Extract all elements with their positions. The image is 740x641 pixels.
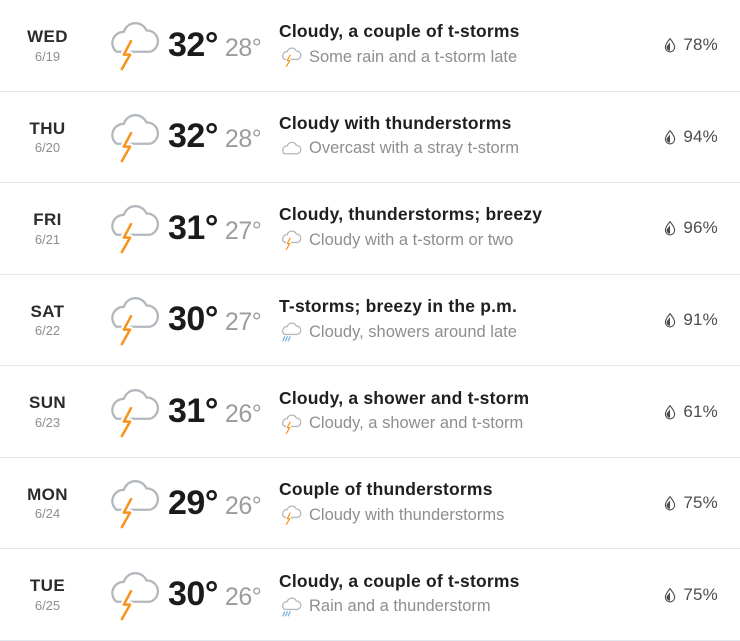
forecast-row[interactable] xyxy=(0,549,740,641)
forecast-detail-text: Cloudy with thunderstorms xyxy=(309,505,505,524)
t-storm-icon xyxy=(103,384,161,440)
precip-percentage: 96% xyxy=(683,218,718,238)
date-label: 6/25 xyxy=(34,597,61,613)
date-label: 6/22 xyxy=(34,323,61,339)
precip-percentage: 91% xyxy=(683,309,718,329)
forecast-detail-text: Cloudy, showers around late xyxy=(309,322,517,341)
day-column xyxy=(0,119,95,156)
high-temp: 29° xyxy=(168,483,218,522)
forecast-headline: Cloudy with thunderstorms xyxy=(279,112,512,133)
forecast-detail-text: Cloudy, a shower and t-storm xyxy=(309,414,524,433)
date-label: 6/20 xyxy=(34,140,61,156)
high-temp: 30° xyxy=(168,575,218,614)
raindrop-icon xyxy=(662,495,678,511)
icon-column xyxy=(95,567,168,623)
day-label: SAT xyxy=(30,301,65,321)
low-temp: 27° xyxy=(224,308,262,337)
low-temp: 26° xyxy=(224,491,262,520)
low-temp: 27° xyxy=(224,216,262,245)
forecast-row[interactable] xyxy=(0,458,740,550)
precip-percentage: 61% xyxy=(683,401,718,421)
icon-column xyxy=(95,292,168,348)
day-column xyxy=(0,393,95,430)
forecast-headline: T-storms; breezy in the p.m. xyxy=(279,295,518,316)
precip-percentage: 75% xyxy=(683,493,718,513)
day-label: TUE xyxy=(29,576,66,596)
forecast-row[interactable] xyxy=(0,0,740,92)
precipitation xyxy=(662,493,740,513)
icon-column xyxy=(95,17,168,73)
t-storm-icon xyxy=(103,200,161,256)
date-label: 6/21 xyxy=(34,231,61,247)
temps xyxy=(168,575,272,614)
t-storm-icon xyxy=(279,229,302,252)
t-storm-icon xyxy=(279,504,302,527)
temps xyxy=(168,26,272,65)
low-temp: 28° xyxy=(224,33,262,62)
description-column xyxy=(272,479,662,527)
day-label: FRI xyxy=(33,210,62,230)
date-label: 6/24 xyxy=(34,506,61,522)
day-column xyxy=(0,485,95,522)
high-temp: 31° xyxy=(168,392,218,431)
description-column xyxy=(272,204,662,252)
description-column xyxy=(272,113,662,161)
forecast-row[interactable] xyxy=(0,275,740,367)
temps xyxy=(168,209,272,248)
forecast-detail-text: Some rain and a t-storm late xyxy=(309,47,518,66)
forecast-row[interactable] xyxy=(0,183,740,275)
raindrop-icon xyxy=(662,404,678,420)
precip-percentage: 78% xyxy=(683,35,718,55)
forecast-detail xyxy=(279,321,662,344)
day-label: MON xyxy=(27,484,68,504)
precipitation xyxy=(662,585,740,605)
low-temp: 28° xyxy=(224,125,262,154)
date-label: 6/19 xyxy=(34,48,61,64)
day-column xyxy=(0,27,95,64)
precipitation xyxy=(662,218,740,238)
description-column xyxy=(272,571,662,619)
t-storm-icon xyxy=(103,475,161,531)
forecast-headline: Couple of thunderstorms xyxy=(279,479,493,500)
precip-percentage: 75% xyxy=(683,584,718,604)
temps xyxy=(168,484,272,523)
temps xyxy=(168,117,272,156)
precipitation xyxy=(662,310,740,330)
t-storm-icon xyxy=(103,292,161,348)
icon-column xyxy=(95,200,168,256)
rain-icon xyxy=(279,596,302,619)
description-column xyxy=(272,388,662,436)
day-column xyxy=(0,576,95,613)
precip-percentage: 94% xyxy=(683,126,718,146)
icon-column xyxy=(95,475,168,531)
t-storm-icon xyxy=(103,109,161,165)
description-column xyxy=(272,21,662,69)
precipitation xyxy=(662,402,740,422)
forecast-detail xyxy=(279,229,662,252)
raindrop-icon xyxy=(662,37,678,53)
high-temp: 31° xyxy=(168,208,218,247)
temps xyxy=(168,300,272,339)
day-label: SUN xyxy=(28,393,67,413)
temps xyxy=(168,392,272,431)
forecast-detail-text: Cloudy with a t-storm or two xyxy=(309,231,514,249)
forecast-detail xyxy=(279,46,662,69)
t-storm-icon xyxy=(279,46,302,69)
forecast-detail xyxy=(279,138,662,161)
forecast-detail-text: Overcast with a stray t-storm xyxy=(309,139,519,158)
day-label: WED xyxy=(27,27,68,46)
raindrop-icon xyxy=(662,312,678,328)
day-label: THU xyxy=(29,118,66,138)
forecast-row[interactable] xyxy=(0,92,740,184)
precipitation xyxy=(662,35,740,55)
day-column xyxy=(0,210,95,247)
low-temp: 26° xyxy=(224,583,262,612)
forecast-detail-text: Rain and a thunderstorm xyxy=(309,597,491,616)
icon-column xyxy=(95,109,168,165)
raindrop-icon xyxy=(662,129,678,145)
t-storm-icon xyxy=(103,567,161,623)
description-column xyxy=(272,296,662,344)
high-temp: 32° xyxy=(168,25,218,64)
raindrop-icon xyxy=(662,220,678,236)
rain-icon xyxy=(279,321,302,344)
precipitation xyxy=(662,127,740,147)
date-label: 6/23 xyxy=(34,414,61,430)
forecast-row[interactable] xyxy=(0,366,740,458)
forecast-headline: Cloudy, thunderstorms; breezy xyxy=(279,204,543,225)
high-temp: 32° xyxy=(168,117,218,156)
forecast-headline: Cloudy, a shower and t-storm xyxy=(279,387,530,408)
icon-column xyxy=(95,384,168,440)
forecast-headline: Cloudy, a couple of t-storms xyxy=(279,570,520,591)
forecast-headline: Cloudy, a couple of t-storms xyxy=(279,21,520,42)
t-storm-icon xyxy=(103,17,161,73)
raindrop-icon xyxy=(662,587,678,603)
cloud-icon xyxy=(279,138,302,161)
t-storm-icon xyxy=(279,413,302,436)
low-temp: 26° xyxy=(224,400,262,429)
forecast-detail xyxy=(279,596,662,619)
forecast-detail xyxy=(279,504,662,527)
high-temp: 30° xyxy=(168,300,218,339)
day-column xyxy=(0,302,95,339)
forecast-detail xyxy=(279,413,662,436)
